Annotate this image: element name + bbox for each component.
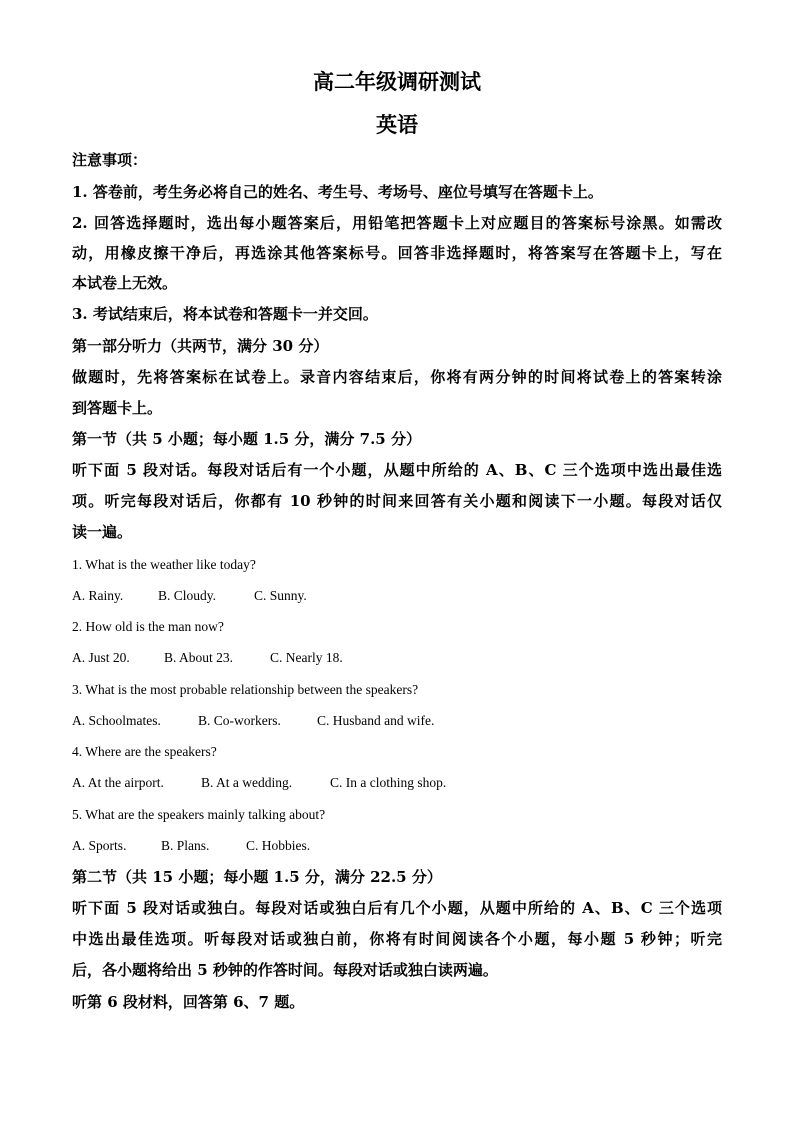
section2-heading: 第二节（共 15 小题；每小题 1.5 分，满分 22.5 分） [72, 868, 442, 886]
question-1-stem: 1. What is the weather like today? [72, 557, 256, 572]
question-2-option-c: C. Nearly 18. [270, 650, 343, 665]
notes-heading: 注意事项： [72, 151, 148, 169]
question-1-option-b: B. Cloudy. [158, 588, 217, 603]
question-3-option-c: C. Husband and wife. [317, 713, 435, 728]
question-4-option-b: B. At a wedding. [201, 775, 293, 790]
section2-intro-line-3: 后，各小题将给出 5 秒钟的作答时间。每段对话或独白读两遍。 [72, 961, 498, 979]
question-5-stem: 5. What are the speakers mainly talking about? [72, 807, 326, 822]
question-1-option-a: A. Rainy. [72, 588, 124, 603]
part1-intro-line-2: 到答题卡上。 [72, 399, 163, 417]
note-2-line-2: 动，用橡皮擦干净后，再选涂其他答案标号。回答非选择题时，将答案写在答题卡上，写在 [72, 244, 722, 262]
question-2-options [72, 647, 722, 669]
question-4-option-c: C. In a clothing shop. [330, 775, 447, 790]
note-1: 1. 答卷前，考生务必将自己的姓名、考生号、考场号、座位号填写在答题卡上。 [72, 183, 603, 201]
question-3-options [72, 710, 722, 732]
question-5-option-b: B. Plans. [161, 838, 210, 853]
part1-intro-line-1: 做题时，先将答案标在试卷上。录音内容结束后，你将有两分钟的时间将试卷上的答案转涂 [72, 368, 722, 386]
question-5-option-c: C. Hobbies. [246, 838, 311, 853]
note-2-line-3: 本试卷上无效。 [72, 274, 178, 292]
question-5-option-a: A. Sports. [72, 838, 127, 853]
question-4-stem: 4. Where are the speakers? [72, 744, 217, 759]
question-4-options [72, 772, 722, 794]
section2-intro-line-1: 听下面 5 段对话或独白。每段对话或独白后有几个小题，从题中所给的 A、B、C 三个选项 [72, 899, 722, 917]
section1-intro-line-1: 听下面 5 段对话。每段对话后有一个小题，从题中所给的 A、B、C 三个选项中选出最佳选 [72, 461, 722, 479]
note-3: 3. 考试结束后，将本试卷和答题卡一并交回。 [72, 305, 378, 323]
part1-heading: 第一部分听力（共两节，满分 30 分） [72, 337, 329, 355]
exam-title: 高二年级调研测试 [313, 69, 481, 94]
question-4-option-a: A. At the airport. [72, 775, 164, 790]
question-1-options [72, 585, 722, 607]
section1-intro-line-2: 项。听完每段对话后，你都有 10 秒钟的时间来回答有关小题和阅读下一小题。每段对话仅 [72, 492, 722, 510]
question-3-option-a: A. Schoolmates. [72, 713, 161, 728]
question-2-option-a: A. Just 20. [72, 650, 130, 665]
section1-intro-line-3: 读一遍。 [72, 523, 133, 541]
question-1-option-c: C. Sunny. [254, 588, 307, 603]
question-3-stem: 3. What is the most probable relationship between the speakers? [72, 682, 419, 697]
question-2-stem: 2. How old is the man now? [72, 619, 224, 634]
question-5-options [72, 835, 722, 857]
note-2-line-1: 2. 回答选择题时，选出每小题答案后，用铅笔把答题卡上对应题目的答案标号涂黑。如需改 [72, 214, 722, 232]
exam-subject: 英语 [376, 112, 418, 137]
section2-material-6: 听第 6 段材料，回答第 6、7 题。 [72, 993, 305, 1011]
section2-intro-line-2: 中选出最佳选项。听每段对话或独白前，你将有时间阅读各个小题，每小题 5 秒钟；听完 [72, 930, 722, 948]
question-2-option-b: B. About 23. [164, 650, 234, 665]
question-3-option-b: B. Co-workers. [198, 713, 281, 728]
section1-heading: 第一节（共 5 小题；每小题 1.5 分，满分 7.5 分） [72, 430, 421, 448]
